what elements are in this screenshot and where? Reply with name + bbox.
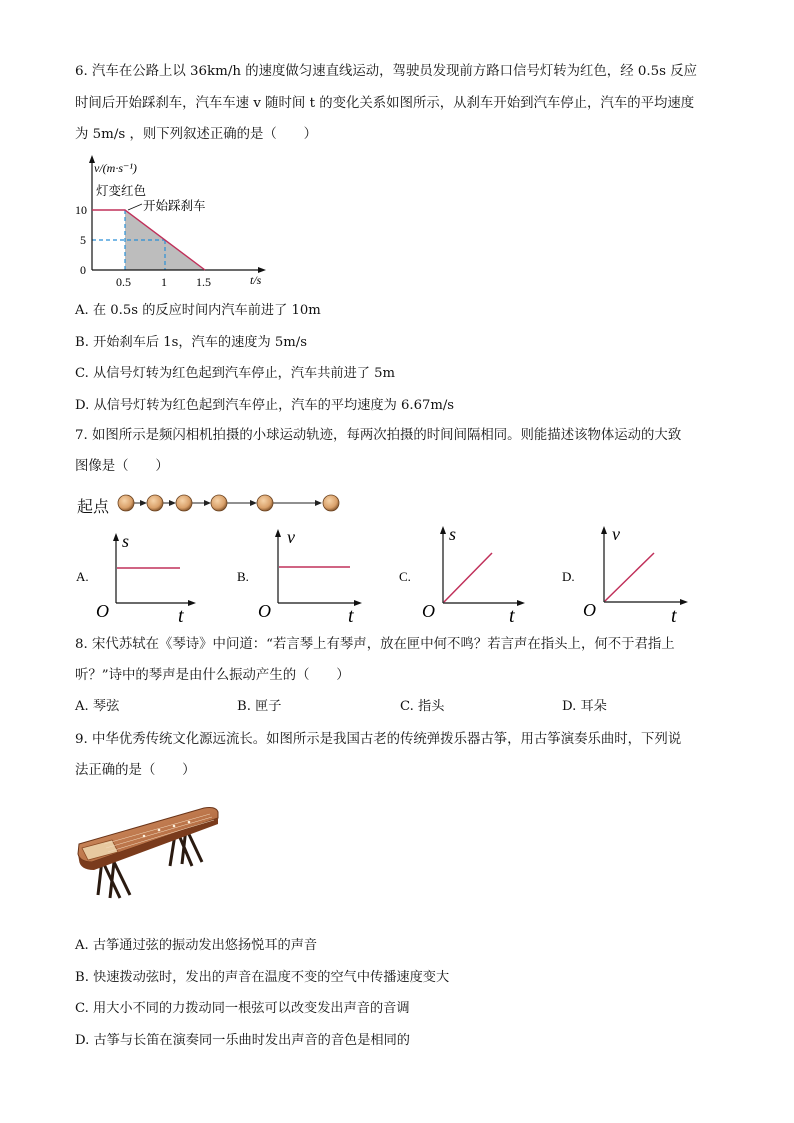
x-axis-arrow — [517, 600, 525, 606]
q8-option-a: A. 琴弦 — [75, 699, 120, 714]
q7-graph-c-letter: C. — [399, 569, 411, 584]
strobe-ball-track — [115, 492, 345, 514]
q9-stem-line1: 9. 中华优秀传统文化源远流长。如图所示是我国古老的传统弹拨乐器古筝，用古筝演奏乐曲时，下列说 — [75, 732, 682, 747]
q6-option-d: D. 从信号灯转为红色起到汽车停止，汽车的平均速度为 6.67m/s — [75, 398, 455, 413]
q9-option-d: D. 古筝与长笛在演奏同一乐曲时发出声音的音色是相同的 — [75, 1033, 410, 1048]
q6-vt-graph — [70, 152, 280, 292]
q8-stem-line2: 听？”诗中的琴声是由什么振动产生的（ ） — [75, 668, 350, 683]
x-tick-15: 1.5 — [196, 275, 211, 289]
q8-stem-line1: 8. 宋代苏轼在《琴诗》中问道：“若言琴上有琴声，放在匣中何不鸣？若言声在指头上，何不于君指上 — [75, 637, 675, 652]
q7-graph-a-xlabel: t — [178, 605, 184, 625]
x-axis-arrow — [354, 600, 362, 606]
annotation-start-brake: 开始踩刹车 — [143, 199, 206, 213]
q9-option-a: A. 古筝通过弦的振动发出悠扬悦耳的声音 — [75, 938, 318, 953]
q7-graph-d-origin: O — [583, 600, 596, 620]
q7-graph-a-letter: A. — [76, 569, 89, 584]
ball-2 — [147, 495, 163, 511]
brake-pointer — [128, 204, 142, 210]
ball-6 — [323, 495, 339, 511]
q7-graph-c — [395, 522, 530, 626]
guzheng-bridge — [173, 825, 176, 828]
q8-option-b: B. 匣子 — [237, 699, 282, 714]
ball-3 — [176, 495, 192, 511]
q7-graph-b-letter: B. — [237, 569, 249, 584]
q6-stem-line1: 6. 汽车在公路上以 36km/h 的速度做匀速直线运动，驾驶员发现前方路口信号灯转为红色，经 0.5s 反应 — [75, 64, 698, 79]
guzheng-illustration — [74, 800, 224, 910]
y-tick-0: 0 — [80, 263, 86, 277]
q7-graph-b-xlabel: t — [348, 605, 354, 625]
start-label: 起点 — [77, 497, 110, 516]
q7-graph-d-line — [605, 553, 654, 601]
q7-graph-c-line — [444, 553, 492, 602]
q9-option-c: C. 用大小不同的力拨动同一根弦可以改变发出声音的音调 — [75, 1001, 410, 1016]
q9-option-b: B. 快速拨动弦时，发出的声音在温度不变的空气中传播速度变大 — [75, 970, 450, 985]
q7-graph-d — [558, 522, 693, 626]
y-axis-arrow — [275, 529, 281, 537]
q8-option-c: C. 指头 — [400, 699, 445, 714]
q6-stem-line3: 为 5m/s ，则下列叙述正确的是（ ） — [75, 127, 317, 142]
x-tick-1: 1 — [161, 275, 167, 289]
q7-graph-c-origin: O — [422, 601, 435, 621]
x-tick-05: 0.5 — [116, 275, 131, 289]
q7-graph-a-origin: O — [96, 601, 109, 621]
x-axis-label: t/s — [250, 273, 262, 287]
q7-graph-d-ylabel: v — [612, 524, 620, 544]
annotation-light-red: 灯变红色 — [96, 184, 147, 198]
guzheng-bridge — [158, 829, 161, 832]
q6-option-c: C. 从信号灯转为红色起到汽车停止，汽车共前进了 5m — [75, 366, 396, 381]
guzheng-bridge — [143, 835, 146, 838]
q7-graph-a — [70, 525, 200, 625]
q7-stem-line1: 7. 如图所示是频闪相机拍摄的小球运动轨迹，每两次拍摄的时间间隔相同。则能描述该物体运动的大致 — [75, 428, 682, 443]
q7-graph-c-xlabel: t — [509, 605, 515, 626]
q7-graph-d-letter: D. — [562, 569, 575, 584]
y-axis-arrow — [440, 526, 446, 534]
y-axis-arrow — [113, 533, 119, 541]
q6-option-a: A. 在 0.5s 的反应时间内汽车前进了 10m — [75, 303, 321, 318]
q7-graph-b-ylabel: v — [287, 527, 295, 547]
q9-stem-line2: 法正确的是（ ） — [75, 763, 196, 778]
q7-graph-b-origin: O — [258, 601, 271, 621]
q6-stem-line2: 时间后开始踩刹车，汽车车速 v 随时间 t 的变化关系如图所示，从刹车开始到汽车停止，汽车的平均速度 — [75, 96, 695, 111]
q7-graph-a-ylabel: s — [122, 531, 130, 551]
ball-4 — [211, 495, 227, 511]
ball-5 — [257, 495, 273, 511]
guzheng-bridge — [188, 821, 191, 824]
y-axis-arrow — [601, 526, 607, 534]
ball-1 — [118, 495, 134, 511]
y-axis-label: v/(m·s⁻¹) — [94, 161, 137, 175]
q7-graph-c-ylabel: s — [449, 524, 457, 544]
y-tick-5: 5 — [80, 233, 86, 247]
x-axis-arrow — [680, 599, 688, 605]
q7-graph-d-xlabel: t — [671, 605, 677, 626]
x-axis-arrow — [188, 600, 196, 606]
q7-stem-line2: 图像是（ ） — [75, 459, 169, 474]
q7-graph-b — [232, 525, 367, 625]
q8-option-d: D. 耳朵 — [562, 699, 607, 714]
q6-option-b: B. 开始刹车后 1s，汽车的速度为 5m/s — [75, 335, 307, 350]
y-tick-10: 10 — [75, 203, 87, 217]
